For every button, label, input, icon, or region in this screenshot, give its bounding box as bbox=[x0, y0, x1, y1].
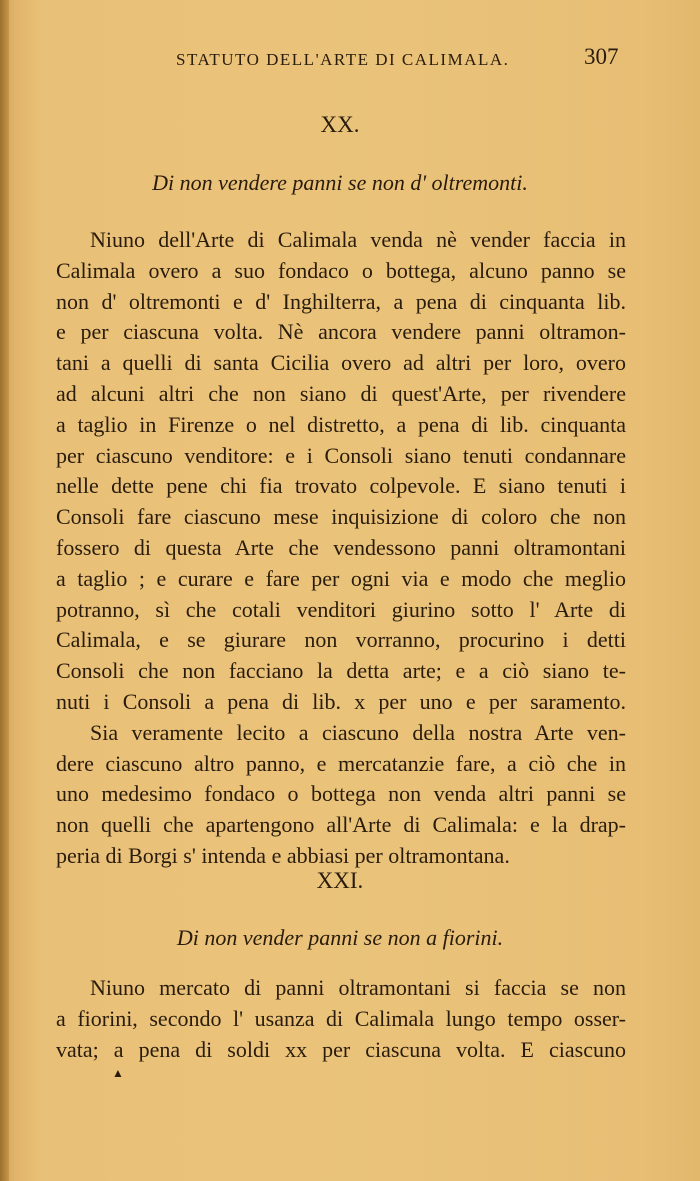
text-line: uno medesimo fondaco o bottega non venda altri panni se bbox=[56, 781, 626, 807]
text-line: nelle dette pene chi fia trovato colpevole. E siano tenuti i bbox=[56, 473, 626, 499]
paragraph bbox=[56, 973, 626, 1065]
text-line: Sia veramente lecito a ciascuno della nostra Arte ven- bbox=[90, 719, 626, 745]
text-line: Consoli che non facciano la detta arte; e a ciò siano te- bbox=[56, 658, 626, 684]
paragraph bbox=[56, 225, 626, 872]
text-line: non quelli che apartengono all'Arte di Calimala: e la drap- bbox=[56, 812, 626, 838]
printer-mark-icon: ▲ bbox=[112, 1066, 124, 1080]
text-line: vata; a pena di soldi xx per ciascuna volta. E ciascuno bbox=[56, 1036, 626, 1062]
running-head bbox=[0, 40, 700, 80]
chapter-title: Di non vendere panni se non d' oltremonti. bbox=[152, 170, 528, 195]
text-line: tani a quelli di santa Cicilia overo ad altri per loro, overo bbox=[56, 350, 626, 376]
chapter-number: XXI. bbox=[316, 868, 364, 893]
running-title: STATUTO DELL'ARTE DI CALIMALA. bbox=[176, 50, 510, 69]
text-line: ad alcuni altri che non siano di quest'Arte, per rivendere bbox=[56, 380, 626, 406]
text-line: per ciascuno venditore: e i Consoli siano tenuti condannare bbox=[56, 442, 626, 468]
text-line: a taglio ; e curare e fare per ogni via e modo che meglio bbox=[56, 565, 626, 591]
text-line: a taglio in Firenze o nel distretto, a pena di lib. cinquanta bbox=[56, 411, 626, 437]
chapter-title: Di non vender panni se non a fiorini. bbox=[176, 925, 504, 950]
text-line: a fiorini, secondo l' usanza di Calimala lungo tempo osser- bbox=[56, 1005, 626, 1031]
text-line: Calimala overo a suo fondaco o bottega, alcuno panno se bbox=[56, 257, 626, 283]
text-line: Niuno dell'Arte di Calimala venda nè vender faccia in bbox=[90, 227, 626, 252]
text-line: potranno, sì che cotali venditori giurino sotto l' Arte di bbox=[56, 596, 626, 622]
text-line: e per ciascuna volta. Nè ancora vendere panni oltramon- bbox=[56, 319, 626, 345]
chapter-number: XX. bbox=[320, 112, 360, 137]
text-line: dere ciascuno altro panno, e mercatanzie fare, a ciò che in bbox=[56, 750, 626, 776]
text-line: Consoli fare ciascuno mese inquisizione di coloro che non bbox=[56, 504, 626, 530]
text-line: non d' oltremonti e d' Inghilterra, a pena di cinquanta lib. bbox=[56, 288, 626, 314]
text-line: Calimala, e se giurare non vorranno, procurino i detti bbox=[56, 627, 626, 653]
text-line: fossero di questa Arte che vendessono panni oltramontani bbox=[56, 534, 626, 560]
text-line: nuti i Consoli a pena di lib. x per uno e per saramento. bbox=[56, 688, 626, 714]
text-line: Niuno mercato di panni oltramontani si faccia se non bbox=[90, 975, 626, 1000]
text-line: peria di Borgi s' intenda e abbiasi per oltramontana. bbox=[56, 842, 510, 868]
page-number: 307 bbox=[584, 44, 619, 69]
